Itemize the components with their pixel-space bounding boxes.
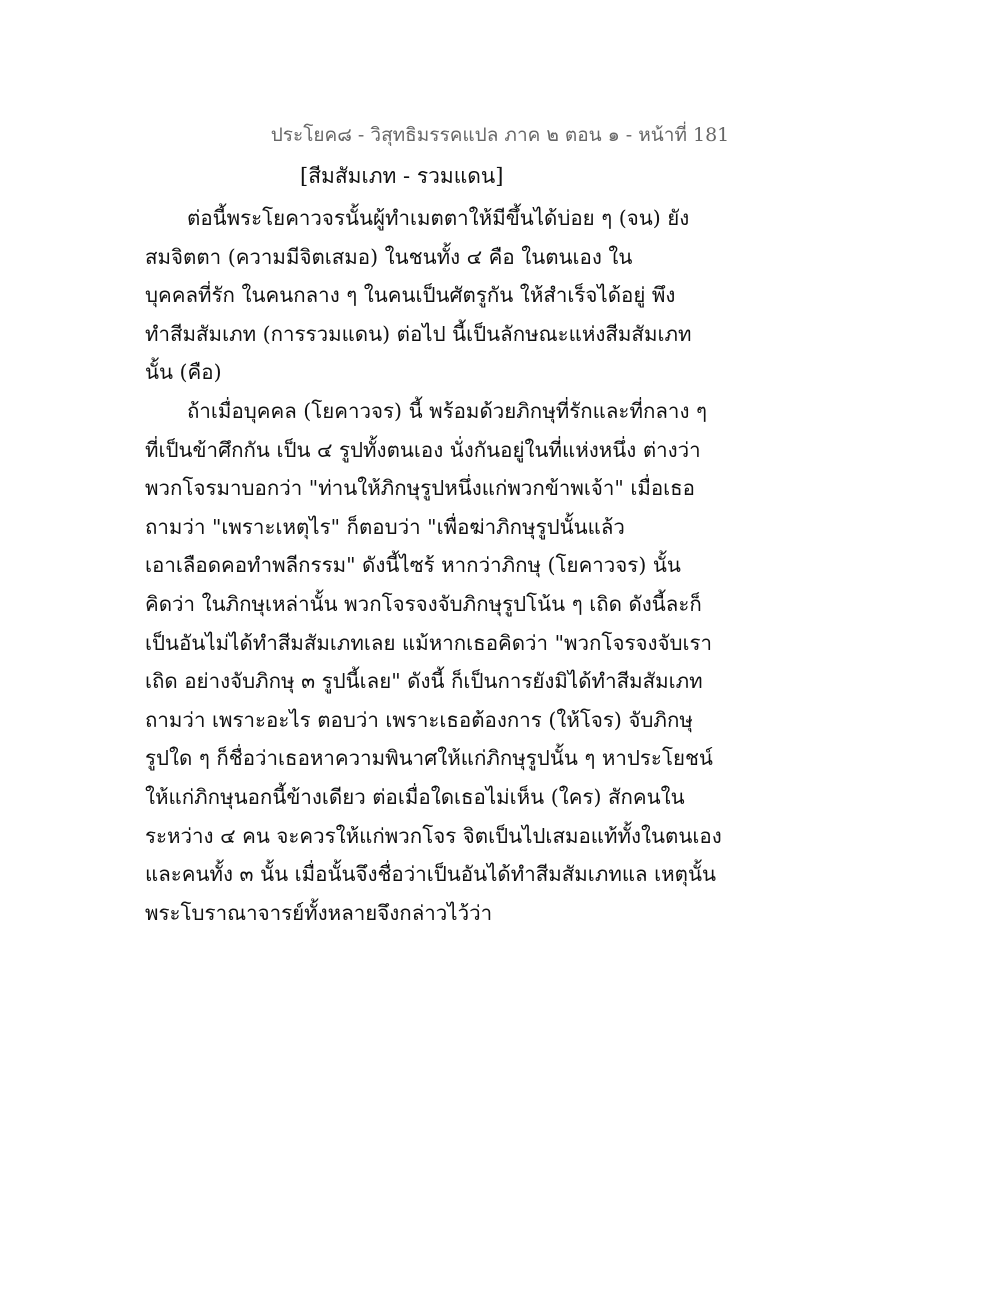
text-line: เอาเลือดคอทำพลีกรรม" ดังนี้ไซร้ หากว่าภิกษุ (โยคาวจร) นั้น — [145, 553, 681, 578]
text-line: ถ้าเมื่อบุคคล (โยคาวจร) นี้ พร้อมด้วยภิกษุที่รักและที่กลาง ๆ — [187, 398, 707, 423]
text-line: ถามว่า เพราะอะไร ตอบว่า เพราะเธอต้องการ (ให้โจร) จับภิกษุ — [145, 707, 693, 732]
body-text — [145, 199, 722, 932]
section-title: [สีมสัมเภท - รวมแดน] — [300, 164, 504, 188]
text-line: เถิด อย่างจับภิกษุ ๓ รูปนี้เลย" ดังนี้ ก็เป็นการยังมิได้ทำสีมสัมเภท — [145, 669, 703, 694]
paragraph-2 — [145, 392, 722, 932]
text-line: รูปใด ๆ ก็ชื่อว่าเธอหาความพินาศให้แก่ภิกษุรูปนั้น ๆ หาประโยชน์ — [145, 746, 713, 771]
text-line: ที่เป็นข้าศึกกัน เป็น ๔ รูปทั้งตนเอง นั่งกันอยู่ในที่แห่งหนึ่ง ต่างว่า — [145, 437, 701, 462]
text-line: ถามว่า "เพราะเหตุไร" ก็ตอบว่า "เพื่อฆ่าภิกษุรูปนั้นแล้ว — [145, 514, 625, 539]
paragraph-1 — [145, 199, 705, 392]
text-line: ระหว่าง ๔ คน จะควรให้แก่พวกโจร จิตเป็นไปเสมอแท้ทั้งในตนเอง — [145, 823, 722, 848]
text-line: ให้แก่ภิกษุนอกนี้ข้างเดียว ต่อเมื่อใดเธอไม่เห็น (ใคร) สักคนใน — [145, 784, 685, 809]
text-line: ต่อนี้พระโยคาวจรนั้นผู้ทำเมตตาให้มีขึ้นได้บ่อย ๆ (จน) ยัง — [187, 206, 690, 230]
text-line: และคนทั้ง ๓ นั้น เมื่อนั้นจึงชื่อว่าเป็นอันได้ทำสีมสัมเภทแล เหตุนั้น — [145, 862, 716, 887]
page-header: ประโยค๘ - วิสุทธิมรรคแปล ภาค ๒ ตอน ๑ - หน้าที่ 181 — [270, 124, 730, 146]
text-line: พระโบราณาจารย์ทั้งหลายจึงกล่าวไว้ว่า — [145, 900, 493, 925]
text-line: พวกโจรมาบอกว่า "ท่านให้ภิกษุรูปหนึ่งแก่พวกข้าพเจ้า" เมื่อเธอ — [145, 476, 695, 501]
text-line: คิดว่า ในภิกษุเหล่านั้น พวกโจรจงจับภิกษุรูปโน้น ๆ เถิด ดังนี้ละก็ — [145, 591, 702, 616]
text-line: บุคคลที่รัก ในคนกลาง ๆ ในคนเป็นศัตรูกัน ให้สำเร็จได้อยู่ พึง — [145, 283, 676, 308]
text-line: นั้น (คือ) — [145, 360, 222, 385]
text-line: เป็นอันไม่ได้ทำสีมสัมเภทเลย แม้หากเธอคิดว่า "พวกโจรจงจับเรา — [145, 630, 713, 655]
text-line: ทำสีมสัมเภท (การรวมแดน) ต่อไป นี้เป็นลักษณะแห่งสีมสัมเภท — [145, 321, 692, 346]
text-line: สมจิตตา (ความมีจิตเสมอ) ในชนทั้ง ๔ คือ ในตนเอง ใน — [145, 244, 633, 269]
